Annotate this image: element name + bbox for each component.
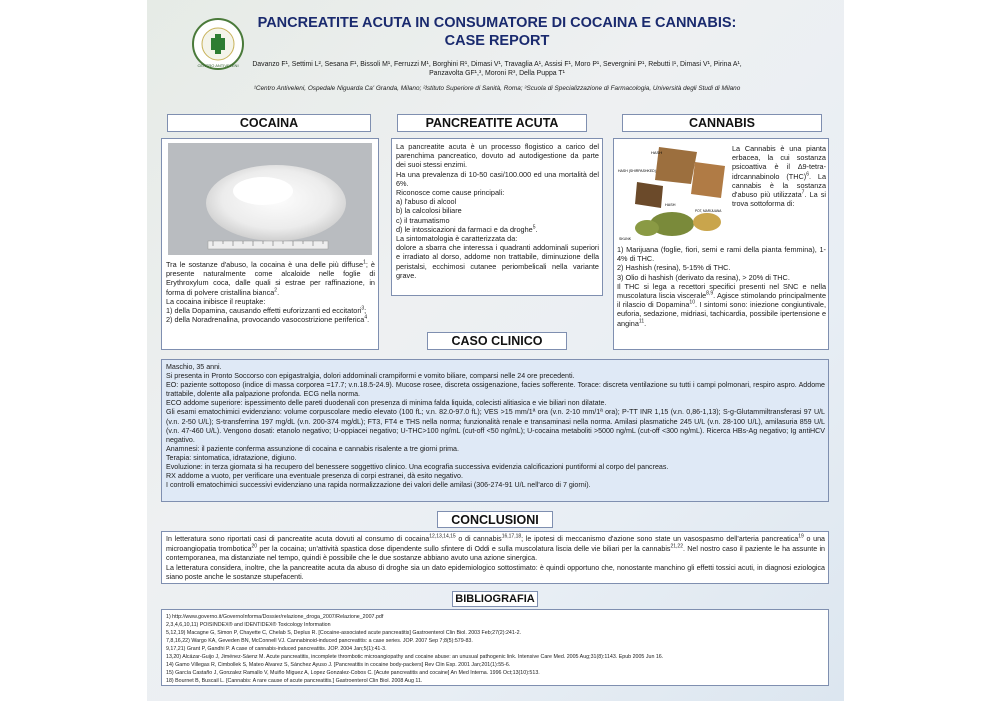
conclusioni-panel [161, 531, 829, 584]
affiliations: ¹Centro Antiveleni, Ospedale Niguarda Ca' Granda, Milano; ²Istituto Superiore di Sanità, Roma; ³Scuola di Specializzazione di Farmacologia, Università degli Studi di Milano [253, 85, 741, 92]
pancreatite-line-1: Ha una prevalenza di 10-50 casi/100.000 ed una mortalità del 6%. [396, 169, 599, 188]
cocaina-para-1: Tra le sostanze d'abuso, la cocaina è una delle più diffuse$^1$; è presente naturalmente come alcaloide nelle foglie di Erythroxylum coca, dalle quali si estrae per raffinazione, in forma di polvere cristallina bianca$^2$. [166, 259, 375, 297]
cannabis-item-1: 2) Hashish (resina), 5-15% di THC. [617, 263, 731, 273]
caso-line-1: Si presenta in Pronto Soccorso con epigastralgia, dolori addominali crampiformi e vomito biliare, comparsi nelle 24 ore precedenti. [166, 372, 575, 381]
cannabis-panel [613, 138, 829, 350]
pancreatite-line-2: Riconosce come cause principali: [396, 188, 505, 198]
cannabis-image [617, 142, 729, 242]
ref-item: 14) Gamo Villegas R, Cimbollek S, Mateo Alvarez S, Sánchez Ayuso J. [Pancreatitis in cocaine body-packers] Rev Clin Esp. 2001 Jan;201(1):55-6. [166, 662, 511, 668]
pancreatite-line-0: La pancreatite acuta è un processo flogistico a carico del parenchima pancreatico, dovuto ad autodigestione da parte dei suoi stessi enzimi. [396, 142, 599, 170]
caso-line-0: Maschio, 35 anni. [166, 363, 222, 371]
cannabis-item-0: 1) Marijuana (foglie, fiori, semi e rami della pianta femmina), 1-4% di THC. [617, 245, 826, 264]
cocaine-image [168, 143, 372, 255]
img-label-2: HASH [665, 203, 676, 207]
pancreatite-line-3: a) l'abuso di alcool [396, 197, 457, 207]
conclusioni-para-2: La letteratura considera, inoltre, che la pancreatite acuta da abuso di droghe sia un dato epidemiologico sottostimato: è quindi opportuno che, nonostante manchino gli effetti tossici acuti, in diagnosi eziologica siano poste anche le sostanze stupefacenti. [166, 563, 825, 582]
cocaina-panel [161, 138, 379, 350]
ref-item: 18) Bournet B, Buscail L. [Cannabis: A rare cause of acute pancreatitis.] Gastroenterol Clin Biol. 2008 Aug 11. [166, 678, 423, 684]
cannabis-body [617, 245, 826, 328]
pancreatite-line-sint: La sintomatologia è caratterizzata da: [396, 234, 518, 244]
img-label-4: SKUNK [619, 237, 632, 241]
ref-item: 2,3,4,6,10,11) POISINDEX® and IDENTIDEX® Toxicology Information [166, 622, 331, 628]
caso-line-4: Gli esami ematochimici evidenziano: volume corpuscolare medio elevato (100 fL; v.n. 82.0-97.0 fL); VES >15 mm/1ª ora (v.n. 2-10 mm/1ª ora); P-TT INR 1,15 (v.n. 0,86-1,13); S-g-Glutammiltransferasi 97 U/L (v.n. 2-50 U/L); S-transferrina 197 mg/dL (v.n. 200-374 mg/dL); FT3, FT4 e THS nella norma; funzionalità renale e transaminasi nella norma. Amilasi plasmatiche 245 U/L (v.n. 28-100 U/L), amilasuria 859 U/L (v.n. 47-460 U/L). Vengono dosati: etanolo negativo; U-oppiacei negativo; U-THC>100 ng/mL (cut-off <50 ng/mL); U-cocaina metaboliti >5000 ng/mL (cut-off <300 ng/mL). Ricerca HBs-Ag negativo; Ig antiHCV negativo. [166, 408, 825, 444]
poster-title-line1: PANCREATITE ACUTA IN CONSUMATORE DI COCAINA E CANNABIS: [257, 15, 737, 31]
ref-item: 5,12,19) Macagne G, Simon P, Chayette C, Chelab S, Deplus R. [Cocaine-associated acute pancreatitis] Gastroenterol Clin Biol. 2003 Feb;27(2):241-2. [166, 630, 521, 636]
caso-line-9: I controlli ematochimici successivi evidenziano una rapida normalizzazione dei valori delle amilasi (306-274-91 U/L nell'arco di 7 giorni). [166, 481, 591, 490]
img-label-1: HASH (SHIRPASHKED) [618, 169, 656, 173]
pancreatite-text [396, 142, 599, 280]
caso-line-2: EO: paziente sottoposo (indice di massa corporea =17.7; v.n.18.5-24.9). Mucose rosee, discreta ossigenazione, facies sofferente. Torace: discreta ventilazione su tutti i campi polmonari, respiro aspro. Addome trattabile, dolente alla palpazione profonda. ECG nella norma. [166, 381, 825, 399]
cocaina-text [166, 260, 375, 324]
pancreatite-line-5: c) il traumatismo [396, 215, 450, 225]
ref-item: 13,20) Alcázar-Guijo J, Jiménez-Sáenz M. Acute pancreatitis, incomplete thrombotic microangiopathy and cocaine abuse: an unusual pathogenic link. Intensive Care Med. 2005 Aug;31(8):1143. Epub 2005 Jun 16. [166, 654, 664, 660]
bibliografia-header: BIBLIOGRAFIA [452, 591, 538, 607]
caso-line-3: ECO addome superiore: ispessimento delle pareti duodenali con presenza di minima falda liquida, colecisti alitiasica e vie biliari non dilatate. [166, 399, 607, 408]
cocaina-para-4: 2) della Noradrenalina, provocando vasocostrizione periferica$^4$. [166, 314, 370, 325]
cannabis-item-2: 3) Olio di hashish (derivato da resina), > 20% di THC. [617, 272, 790, 282]
bibliografia-list [166, 613, 825, 685]
conclusioni-text [166, 535, 825, 583]
cocaina-header: COCAINA [167, 114, 371, 132]
cocaina-para-3: 1) della Dopamina, causando effetti euforizzanti ed eccitatori$^3$; [166, 305, 367, 316]
pancreatite-header: PANCREATITE ACUTA [397, 114, 587, 132]
ref-item: 1) http://www.governo.it/GovernoInforma/Dossier/relazione_droga_2007/Relazione_2007.pdf [166, 614, 384, 620]
caso-line-8: RX addome a vuoto, per verificare una eventuale presenza di corpi estranei, dà esito negativo. [166, 472, 463, 481]
poster [147, 0, 844, 701]
pancreatite-line-4: b) la calcolosi biliare [396, 206, 462, 216]
img-label-3: POT, MARIJUANA [695, 209, 722, 213]
img-label-0: HASH [651, 150, 663, 155]
caso-clinico-header: CASO CLINICO [427, 332, 567, 350]
caso-line-5: Anamnesi: il paziente conferma assunzione di cocaina e cannabis risalente a tre giorni prima. [166, 444, 459, 453]
authors-line1: Davanzo F¹, Settimi L², Sesana F¹, Bissoli M¹, Ferruzzi M¹, Borghini R¹, Dimasi V¹, Travaglia A¹, Assisi F¹, Moro P¹, Severgnini P¹, Rebutti I¹, Dimasi V¹, Pirina A¹, [252, 61, 742, 68]
conclusioni-header: CONCLUSIONI [437, 511, 553, 528]
logo-text: CENTRO ANTIVELENI [197, 63, 239, 68]
ref-item: 15) García Castaño J, Gonzalez Ramallo V, Muiño Miguez A, Lopez Gonzalez-Cobos C. [Acute pancreatitis and cocaine] An Med Interna. 1996 Oct;13(10):513. [166, 670, 540, 676]
caso-line-6: Terapia: sintomatica, idratazione, digiuno. [166, 453, 297, 462]
caso-clinico-panel [161, 359, 829, 502]
poster-title-line2: CASE REPORT [444, 33, 550, 49]
pancreatite-panel [391, 138, 603, 296]
cannabis-header: CANNABIS [622, 114, 822, 132]
cocaina-para-2: La cocaina inibisce il reuptake: [166, 296, 266, 306]
cannabis-thc: Il THC si lega a recettori specifici presenti nel SNC e nella muscolatura liscia viscerale$^{8,9}$. Agisce stimolando principalmente il rilascio di Dopamina$^{10}$. I sintomi sono: iniezione congiuntivale, euforia, sedazione, midriasi, tachicardia, possibile ipertensione e angina$^{11}$. [617, 281, 826, 328]
pancreatite-line-d: d) le intossicazioni da farmaci e da droghe$^5$. [396, 224, 538, 234]
conclusioni-para-1: In letteratura sono riportati casi di pancreatite acuta dovuti al consumo di cocaina$^{12,13,14,15}$ o di cannabis$^{16,17,18}$; le ipotesi di meccanismo d'azione sono state un vasospasmo dell'arteria pancreatica$^{19}$ o una microangiopatia trombotica$^{20}$ per la cocaina; un'attività spastica dose dipendente sullo sfintere di Oddi e sulla muscolatura liscia delle vie biliari per la cannabis$^{21,22}$. Nel nostro caso il paziente le ha assunte in contemporanea, ma distanziate nel tempo, quindi è possibile che le due sostanze abbiano avuto una azione sinergica. [166, 533, 825, 563]
ref-item: 7,8,16,22) Wargo KA, Geveden BN, McConnell VJ. Cannabinoid-induced pancreatitis: a case series. JOP. 2007 Sep 7;8(5):579-83. [166, 638, 473, 644]
pancreatite-line-dolore: dolore a sbarra che interessa i quadranti addominali superiori e irradiato al dorso, addome non trattabile, diminuzione della peristalsi, ecchimosi cutanee periombelicali nella variante grave. [396, 243, 599, 280]
cannabis-intro: La Cannabis è una pianta erbacea, la cui sostanza psicoattiva è il ∆9-tetra-idrcannabinolo (THC)$^6$. La cannabis è la sostanza d'abuso più utilizzata$^7$. La si trova sottoforma di: [732, 144, 827, 209]
authors-line2: Panzavolta GF¹,³, Moroni R³, Della Puppa T¹ [429, 70, 565, 77]
caso-line-7: Evoluzione: in terza giornata si ha recupero del benessere soggettivo clinico. Una ecografia successiva evidenzia calcificazioni puntiformi al corpo del pancreas. [166, 463, 669, 472]
caso-clinico-text [166, 363, 825, 490]
ref-item: 9,17,21) Grant P, Gandhi P. A case of cannabis-induced pancreatitis. JOP. 2004 Jan;5(1):41-3. [166, 646, 387, 652]
bibliografia-panel [161, 609, 829, 686]
